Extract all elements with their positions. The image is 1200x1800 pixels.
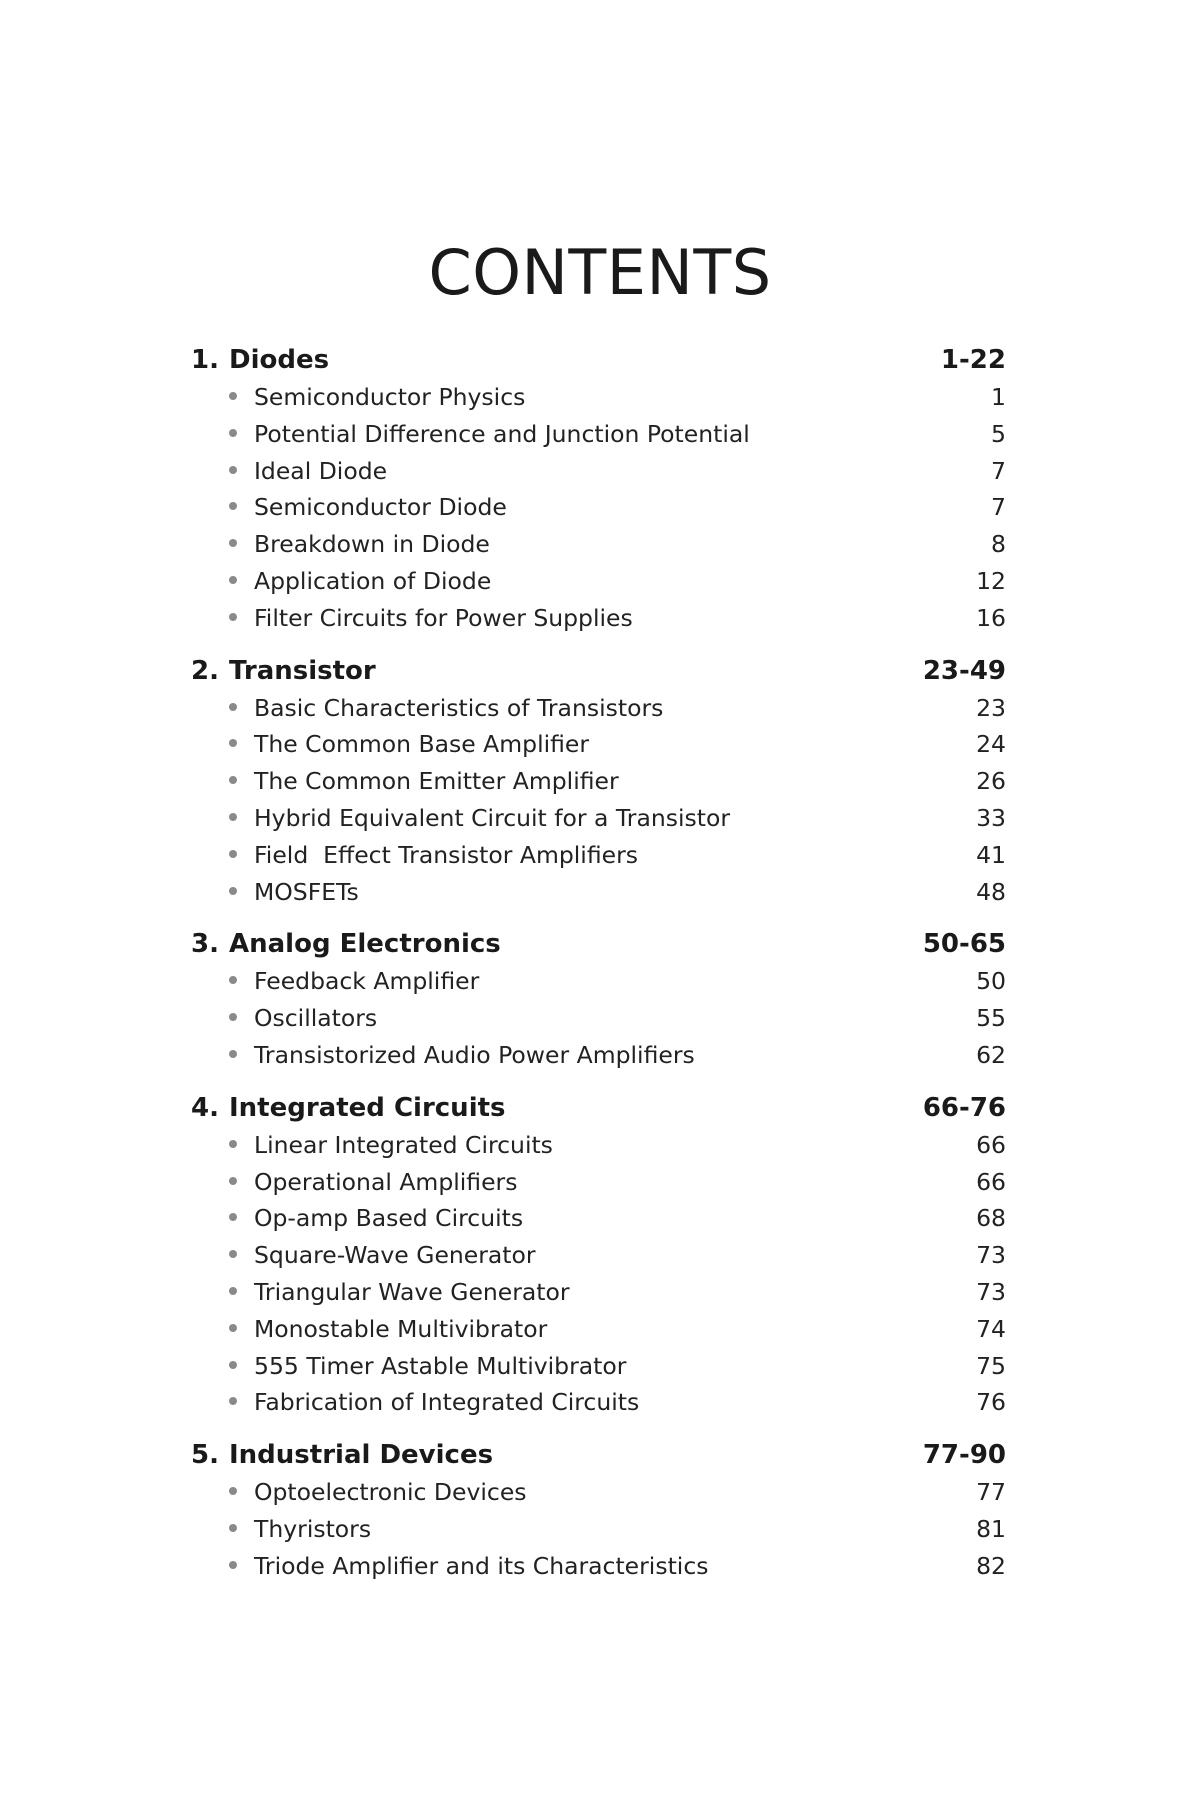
topic-page: 5 <box>991 419 1006 448</box>
topic-page: 77 <box>976 1478 1006 1507</box>
topic-item[interactable] <box>191 1478 1006 1515</box>
topic-page: 81 <box>976 1514 1006 1543</box>
topic-item[interactable] <box>191 1352 1006 1389</box>
bullet-icon <box>229 1524 237 1532</box>
topic-page: 1 <box>991 383 1006 411</box>
topic-item[interactable] <box>191 530 1006 567</box>
chapter-number: 2. <box>191 655 219 686</box>
topic-page: 68 <box>976 1204 1006 1233</box>
topic-page: 74 <box>976 1314 1006 1343</box>
topic-title: Fabrication of Integrated Circuits <box>254 1388 640 1417</box>
topic-title: Oscillators <box>254 1004 378 1033</box>
topic-title: Triode Amplifier and its Characteristics <box>254 1551 709 1580</box>
topic-page: 73 <box>976 1241 1006 1270</box>
topic-page: 55 <box>976 1004 1006 1033</box>
topic-item[interactable] <box>191 420 1006 457</box>
topic-page: 33 <box>976 803 1006 832</box>
chapter-heading[interactable] <box>191 929 1006 967</box>
bullet-icon <box>229 1177 237 1185</box>
chapter-title: Analog Electronics <box>229 929 501 960</box>
bullet-icon <box>229 1050 237 1058</box>
topic-item[interactable] <box>191 878 1006 915</box>
topic-title: Monostable Multivibrator <box>254 1314 548 1343</box>
topic-item[interactable] <box>191 1041 1006 1078</box>
chapter-number: 5. <box>191 1440 219 1471</box>
topic-title: Hybrid Equivalent Circuit for a Transistor <box>254 803 731 832</box>
topic-item[interactable] <box>191 1388 1006 1425</box>
page-title: CONTENTS <box>428 236 772 309</box>
bullet-icon <box>229 976 237 984</box>
topic-title: Feedback Amplifier <box>254 967 480 996</box>
topic-title: Linear Integrated Circuits <box>254 1130 553 1159</box>
topic-item[interactable] <box>191 457 1006 494</box>
bullet-icon <box>229 392 237 400</box>
bullet-icon <box>229 776 237 784</box>
topic-title: Potential Difference and Junction Potential <box>254 419 750 448</box>
topic-item[interactable] <box>191 694 1006 731</box>
bullet-icon <box>229 466 237 474</box>
topic-page: 24 <box>976 730 1006 759</box>
chapter-heading[interactable] <box>191 1093 1006 1131</box>
topic-title: Thyristors <box>254 1514 372 1543</box>
bullet-icon <box>229 539 237 547</box>
chapter-page-range: 66-76 <box>922 1092 1006 1123</box>
topic-title: 555 Timer Astable Multivibrator <box>254 1351 627 1380</box>
topic-item[interactable] <box>191 1278 1006 1315</box>
topic-item[interactable] <box>191 1168 1006 1205</box>
bullet-icon <box>229 1561 237 1569</box>
topic-title: Optoelectronic Devices <box>254 1478 527 1507</box>
chapter-industrial-devices <box>191 1440 1006 1588</box>
topic-page: 16 <box>976 603 1006 632</box>
topic-page: 73 <box>976 1277 1006 1306</box>
chapter-title: Diodes <box>229 345 330 375</box>
topic-title: Semiconductor Diode <box>254 493 507 522</box>
chapter-heading[interactable] <box>191 1440 1006 1478</box>
topic-page: 7 <box>991 456 1006 485</box>
bullet-icon <box>229 1397 237 1405</box>
topic-item[interactable] <box>191 493 1006 530</box>
topic-page: 41 <box>976 840 1006 869</box>
bullet-icon <box>229 1487 237 1495</box>
topic-page: 66 <box>976 1130 1006 1159</box>
topic-item[interactable] <box>191 1131 1006 1168</box>
topic-item[interactable] <box>191 967 1006 1004</box>
topic-page: 7 <box>991 493 1006 522</box>
topic-item[interactable] <box>191 1204 1006 1241</box>
topic-title: Ideal Diode <box>254 456 388 485</box>
topic-title: Transistorized Audio Power Amplifiers <box>254 1040 695 1069</box>
bullet-icon <box>229 1250 237 1258</box>
topic-title: Filter Circuits for Power Supplies <box>254 603 633 632</box>
chapter-page-range: 50-65 <box>922 929 1006 960</box>
topic-page: 62 <box>976 1040 1006 1069</box>
chapter-page-range: 77-90 <box>922 1440 1006 1471</box>
topic-item[interactable] <box>191 730 1006 767</box>
topic-page: 26 <box>976 767 1006 796</box>
topic-title: MOSFETs <box>254 877 359 906</box>
topic-page: 66 <box>976 1167 1006 1196</box>
topic-item[interactable] <box>191 1315 1006 1352</box>
topic-item[interactable] <box>191 1241 1006 1278</box>
bullet-icon <box>229 429 237 437</box>
table-of-contents <box>191 345 1006 1604</box>
topic-page: 48 <box>976 877 1006 906</box>
topic-item[interactable] <box>191 767 1006 804</box>
bullet-icon <box>229 703 237 711</box>
topic-page: 8 <box>991 530 1006 559</box>
topic-item[interactable] <box>191 1515 1006 1552</box>
topic-title: Field Effect Transistor Amplifiers <box>254 840 638 869</box>
topic-page: 76 <box>976 1388 1006 1417</box>
topic-title: Application of Diode <box>254 566 492 595</box>
topic-page: 75 <box>976 1351 1006 1380</box>
topic-page: 12 <box>976 566 1006 595</box>
bullet-icon <box>229 1013 237 1021</box>
bullet-icon <box>229 1361 237 1369</box>
chapter-analog-electronics <box>191 929 1006 1077</box>
bullet-icon <box>229 1140 237 1148</box>
topic-title: Op-amp Based Circuits <box>254 1204 524 1233</box>
bullet-icon <box>229 1324 237 1332</box>
bullet-icon <box>229 850 237 858</box>
bullet-icon <box>229 887 237 895</box>
topic-item[interactable] <box>191 1552 1006 1589</box>
chapter-page-range: 23-49 <box>922 655 1006 686</box>
topic-item[interactable] <box>191 841 1006 878</box>
chapter-heading[interactable] <box>191 345 1006 383</box>
chapter-title: Transistor <box>229 655 376 686</box>
topic-title: Square-Wave Generator <box>254 1241 536 1270</box>
bullet-icon <box>229 576 237 584</box>
bullet-icon <box>229 613 237 621</box>
bullet-icon <box>229 502 237 510</box>
chapter-title: Integrated Circuits <box>229 1092 506 1123</box>
chapter-transistor <box>191 656 1006 915</box>
chapter-integrated-circuits <box>191 1093 1006 1425</box>
topic-title: Semiconductor Physics <box>254 383 526 411</box>
chapter-number: 1. <box>191 345 219 375</box>
topic-title: Breakdown in Diode <box>254 530 490 559</box>
chapter-title: Industrial Devices <box>229 1440 494 1471</box>
chapter-number: 3. <box>191 929 219 960</box>
chapter-number: 4. <box>191 1092 219 1123</box>
topic-item[interactable] <box>191 567 1006 604</box>
chapter-heading[interactable] <box>191 656 1006 694</box>
topic-item[interactable] <box>191 604 1006 641</box>
topic-title: Basic Characteristics of Transistors <box>254 693 664 722</box>
topic-title: Triangular Wave Generator <box>254 1277 570 1306</box>
chapter-diodes <box>191 345 1006 641</box>
topic-title: The Common Emitter Amplifier <box>254 767 619 796</box>
bullet-icon <box>229 1287 237 1295</box>
chapter-page-range: 1-22 <box>940 345 1006 375</box>
bullet-icon <box>229 1213 237 1221</box>
bullet-icon <box>229 813 237 821</box>
topic-item[interactable] <box>191 383 1006 420</box>
bullet-icon <box>229 739 237 747</box>
topic-title: The Common Base Amplifier <box>254 730 590 759</box>
topic-title: Operational Amplifiers <box>254 1167 518 1196</box>
topic-page: 50 <box>976 967 1006 996</box>
topic-page: 23 <box>976 693 1006 722</box>
topic-item[interactable] <box>191 804 1006 841</box>
topic-page: 82 <box>976 1551 1006 1580</box>
topic-item[interactable] <box>191 1004 1006 1041</box>
